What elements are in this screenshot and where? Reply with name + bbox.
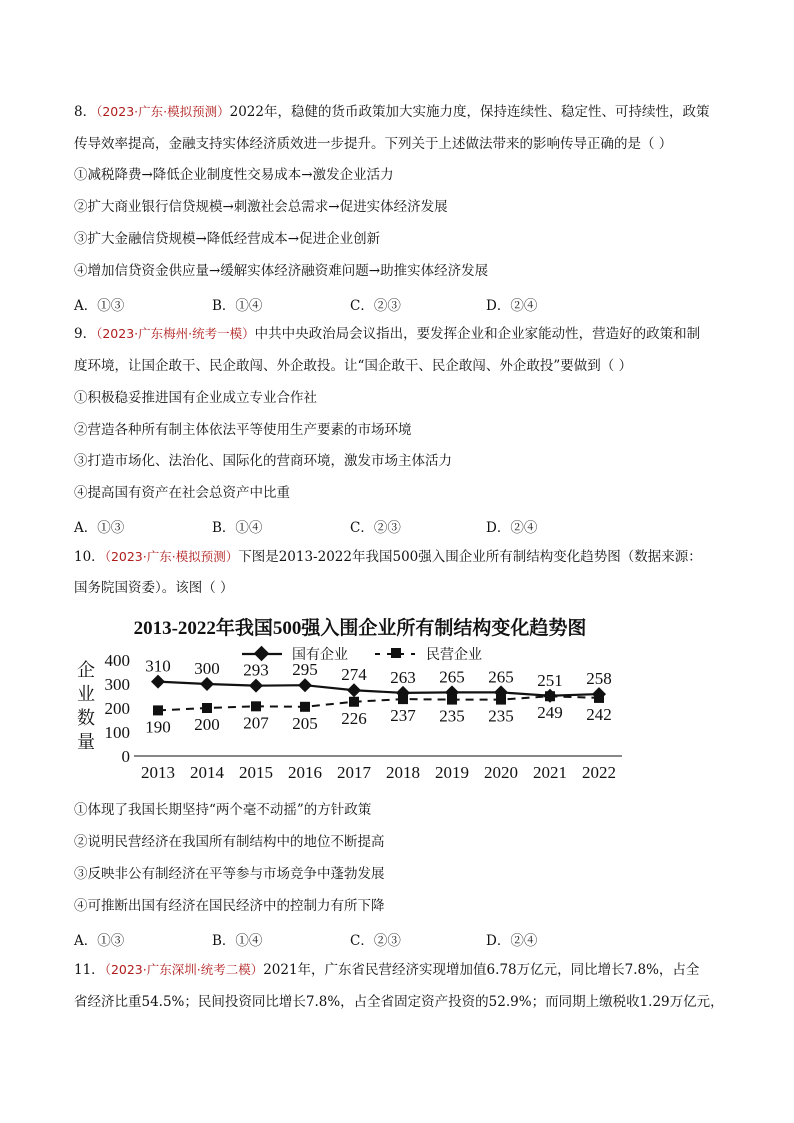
y-tick-label: 100 [104, 723, 130, 742]
q10-item-3: ③反映非公有制经济在平等参与市场竞争中蓬勃发展 [74, 866, 385, 882]
q9-item-3: ③打造市场化、法治化、国际化的营商环境，激发市场主体活力 [74, 453, 452, 469]
x-tick-label: 2021 [533, 763, 567, 782]
soe-value-label: 295 [292, 660, 318, 680]
q8-source: （2023·广东·模拟预测） [96, 104, 230, 119]
q9-item-2: ②营造各种所有制主体依法平等使用生产要素的市场环境 [74, 422, 412, 438]
x-ticks [141, 763, 616, 782]
x-tick-label: 2022 [582, 763, 616, 782]
q10-item-1: ①体现了我国长期坚持“两个毫不动摇”的方针政策 [74, 802, 372, 818]
y-ticks [105, 651, 131, 766]
q8-options [74, 294, 634, 312]
soe-value-label: 265 [488, 667, 514, 687]
soe-point-marker [151, 675, 165, 689]
q10-number: 10． [74, 549, 105, 565]
private-value-label: 205 [292, 713, 318, 733]
q8-option-c[interactable]: C．②③ [350, 298, 401, 314]
y-tick-label: 400 [104, 651, 130, 670]
q8-item-3: ③扩大金融信贷规模→降低经营成本→促进企业创新 [74, 231, 381, 247]
soe-point-marker [298, 678, 312, 692]
y-tick-label: 200 [104, 699, 130, 718]
q9-source: （2023·广东梅州·统考一模） [96, 326, 255, 341]
q10-options [74, 929, 634, 947]
q10-stem-line2: 国务院国资委）。该图（ ） [74, 580, 234, 596]
private-point-marker [545, 691, 555, 701]
soe-point-marker [347, 683, 361, 697]
q10-item-2: ②说明民营经济在我国所有制结构中的地位不断提高 [74, 834, 385, 850]
soe-value-label: 263 [390, 667, 416, 687]
private-point-marker [447, 695, 457, 705]
q8-stem-line2: 传导效率提高，金融支持实体经济质效进一步提升。下列关于上述做法带来的影响传导正确的是（ ） [74, 136, 673, 152]
y-label-char-4: 量 [77, 732, 95, 753]
x-tick-label: 2018 [386, 763, 420, 782]
legend-square-marker [391, 648, 401, 658]
legend-private-label: 民营企业 [426, 647, 482, 663]
legend-diamond-marker [254, 646, 270, 662]
q11-stem-line1 [74, 961, 699, 979]
private-point-marker [251, 701, 261, 711]
q10-option-d[interactable]: D．②④ [486, 933, 538, 949]
private-point-marker [594, 693, 604, 703]
private-value-label: 207 [243, 713, 269, 733]
private-value-label: 235 [439, 706, 465, 726]
q10-stem-line1 [74, 548, 702, 566]
q8-number: 8． [74, 104, 97, 120]
private-value-label: 249 [537, 703, 563, 723]
soe-value-label: 310 [145, 656, 171, 676]
q11-number: 11． [74, 962, 105, 978]
private-point-marker [300, 702, 310, 712]
private-value-label: 237 [390, 706, 416, 726]
q10-source: （2023·广东·模拟预测） [104, 549, 239, 564]
x-tick-label: 2017 [337, 763, 371, 782]
q8-option-a[interactable]: A．①③ [74, 298, 125, 314]
y-label-char-1: 企 [77, 660, 95, 681]
series-line-private [158, 696, 599, 710]
private-value-label: 200 [194, 715, 220, 734]
private-value-label: 190 [145, 717, 171, 737]
q8-stem-line1 [74, 103, 709, 121]
q10-item-4: ④可推断出国有经济在国民经济中的控制力有所下降 [74, 898, 385, 914]
q8-item-2: ②扩大商业银行信贷规模→刺激社会总需求→促进实体经济发展 [74, 199, 448, 215]
soe-value-label: 251 [537, 670, 563, 690]
soe-value-label: 300 [194, 659, 220, 678]
private-point-marker [202, 703, 212, 713]
q9-stem-text1: 中共中央政治局会议指出，要发挥企业和企业家能动性，营造好的政策和制 [254, 326, 701, 342]
soe-value-label: 258 [586, 669, 612, 689]
y-tick-label: 300 [104, 675, 130, 694]
private-value-label: 235 [488, 706, 514, 726]
q10-stem-text1: 下图是2013-2022年我国500强入围企业所有制结构变化趋势图（数据来源： [238, 549, 702, 565]
soe-value-label: 265 [439, 667, 465, 687]
q10-option-a[interactable]: A．①③ [74, 933, 125, 949]
private-point-marker [398, 694, 408, 704]
q11-stem-text1: 2021年，广东省民营经济实现增加值6.78万亿元，同比增长7.8%，占全 [263, 962, 700, 978]
q9-option-a[interactable]: A．①③ [74, 520, 125, 536]
q9-option-c[interactable]: C．②③ [350, 520, 401, 536]
legend-soe-label: 国有企业 [292, 647, 348, 663]
x-tick-label: 2019 [435, 763, 469, 782]
x-tick-label: 2014 [190, 763, 224, 782]
soe-value-label: 293 [243, 660, 269, 680]
q11-stem-line2: 省经济比重54.5%；民间投资同比增长7.8%，占全省固定资产投资的52.9%；而同期上缴税收1.29万亿元， [74, 994, 724, 1010]
private-point-marker [349, 697, 359, 707]
y-axis-label [77, 660, 95, 753]
x-tick-label: 2013 [141, 763, 175, 782]
y-tick-label: 0 [121, 747, 130, 766]
chart-legend [242, 646, 482, 663]
q9-options [74, 516, 634, 534]
y-label-char-2: 业 [77, 684, 95, 705]
q10-option-c[interactable]: C．②③ [350, 933, 401, 949]
q9-option-b[interactable]: B．①④ [212, 520, 263, 536]
soe-value-label: 274 [341, 665, 367, 685]
q9-item-4: ④提高国有资产在社会总资产中比重 [74, 485, 290, 501]
q8-item-1: ①减税降费→降低企业制度性交易成本→激发企业活力 [74, 167, 394, 183]
q9-number: 9． [74, 326, 97, 342]
q8-option-d[interactable]: D．②④ [486, 298, 538, 314]
ownership-trend-chart [70, 612, 630, 787]
q8-item-4: ④增加信贷资金供应量→缓解实体经济融资难问题→助推实体经济发展 [74, 263, 489, 279]
soe-point-marker [200, 677, 214, 691]
q9-item-1: ①积极稳妥推进国有企业成立专业合作社 [74, 390, 317, 406]
q11-source: （2023·广东深圳·统考二模） [104, 962, 264, 977]
private-value-label: 226 [341, 708, 367, 728]
q10-option-b[interactable]: B．①④ [212, 933, 263, 949]
private-point-marker [153, 705, 163, 715]
x-tick-label: 2015 [239, 763, 273, 782]
soe-point-marker [249, 679, 263, 693]
q8-stem-text1: 2022年，稳健的货币政策加大实施力度，保持连续性、稳定性、可持续性，政策 [229, 104, 710, 120]
q9-stem-line2: 度环境，让国企敢干、民企敢闯、外企敢投。让“国企敢干、民企敢闯、外企敢投”要做到（ ） [74, 358, 633, 374]
q9-option-d[interactable]: D．②④ [486, 520, 538, 536]
chart-series [145, 657, 612, 737]
q9-stem-line1 [74, 325, 700, 343]
x-tick-label: 2020 [484, 763, 518, 782]
private-point-marker [496, 695, 506, 705]
private-value-label: 242 [586, 704, 612, 724]
q8-option-b[interactable]: B．①④ [212, 298, 263, 314]
y-label-char-3: 数 [77, 708, 95, 729]
series-line-soe [158, 682, 599, 696]
x-tick-label: 2016 [288, 763, 322, 782]
chart-title: 2013-2022年我国500强入围企业所有制结构变化趋势图 [133, 618, 587, 639]
